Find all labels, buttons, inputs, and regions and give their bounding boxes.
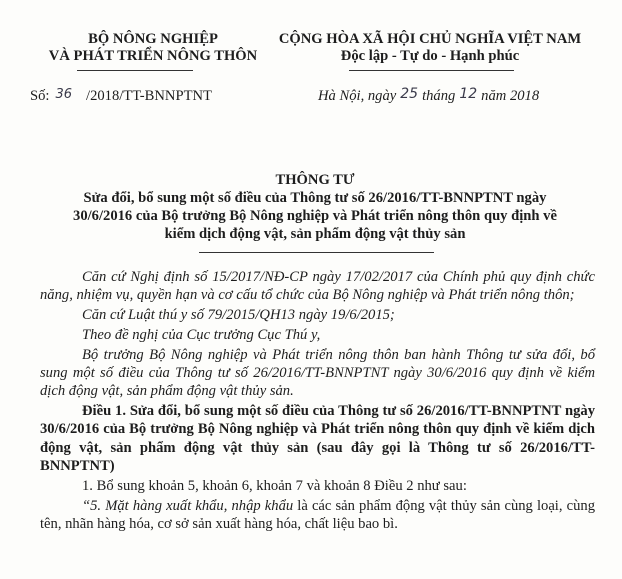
issuing-agency-line1: BỘ NÔNG NGHIỆP [88, 31, 218, 47]
proposal-statement: Theo đề nghị của Cục trưởng Cục Thú y, [82, 326, 321, 343]
issuance-statement: Bộ trưởng Bộ Nông nghiệp và Phát triển nông thôn ban hành Thông tư sửa đổi, bổ sung một số điều của Thông tư số 26/2016/TT-BNNPTNT ngày 30/6/2016 quy định về kiểm dịch động vật, sản phẩm động vật thủy sản. [40, 346, 595, 400]
document-title [30, 171, 600, 243]
handwritten-number: 36 [55, 87, 73, 102]
title-line-3: kiểm dịch động vật, sản phẩm động vật thủy sản [164, 226, 466, 242]
clause-5-lead: “5. [82, 497, 106, 514]
document-number [30, 88, 212, 105]
document-number-suffix: /2018/TT-BNNPTNT [86, 88, 212, 104]
national-motto [240, 31, 620, 65]
clause-1: 1. Bổ sung khoản 5, khoản 6, khoản 7 và khoản 8 Điều 2 như sau: [82, 477, 467, 494]
clause-5-definition [40, 497, 595, 534]
legal-basis-law: Căn cứ Luật thú y số 79/2015/QH13 ngày 19/6/2015; [82, 307, 395, 324]
issuing-agency [38, 31, 268, 65]
title-divider [199, 252, 434, 253]
document-type-heading: THÔNG TƯ [275, 172, 355, 188]
title-line-2: 30/6/2016 của Bộ trưởng Bộ Nông nghiệp và Phát triển nông thôn quy định về [73, 208, 557, 224]
date-place: Hà Nội, ngày [318, 88, 397, 104]
issuing-agency-line2: VÀ PHÁT TRIỂN NÔNG THÔN [48, 48, 258, 64]
clause-5-text: là các sản phẩm động vật thủy sản cùng loại, cùng tên, nhãn hàng hóa, cơ sở sản xuất hàng hóa, chất liệu bao bì. [40, 497, 595, 532]
agency-underline [77, 70, 193, 71]
legal-basis-decree: Căn cứ Nghị định số 15/2017/NĐ-CP ngày 17/02/2017 của Chính phủ quy định chức năng, nhiệm vụ, quyền hạn và cơ cấu tổ chức của Bộ Nông nghiệp và Phát triển nông thôn; [40, 269, 595, 304]
date-month-label: tháng [422, 88, 456, 104]
document-number-prefix: Số: [30, 88, 50, 104]
clause-5-term: Mặt hàng xuất khẩu, nhập khẩu [105, 497, 294, 514]
issue-date [318, 88, 539, 105]
date-day: 25 [400, 86, 419, 102]
motto-underline [349, 70, 514, 71]
article-1-heading: Điều 1. Sửa đổi, bổ sung một số điều của Thông tư số 26/2016/TT-BNNPTNT ngày 30/6/2016 của Bộ trưởng Bộ Nông nghiệp và Phát triển nông thôn quy định về kiểm dịch động vật, sản phẩm động vật thủy sản (sau đây gọi là Thông tư số 26/2016/TT-BNNPTNT) [40, 403, 595, 474]
title-line-1: Sửa đổi, bổ sung một số điều của Thông tư số 26/2016/TT-BNNPTNT ngày [83, 190, 547, 206]
document-body [40, 268, 595, 533]
date-year: năm 2018 [481, 88, 540, 104]
date-month: 12 [459, 86, 478, 102]
motto: Độc lập - Tự do - Hạnh phúc [340, 48, 520, 64]
country-name: CỘNG HÒA XÃ HỘI CHỦ NGHĨA VIỆT NAM [278, 31, 582, 47]
